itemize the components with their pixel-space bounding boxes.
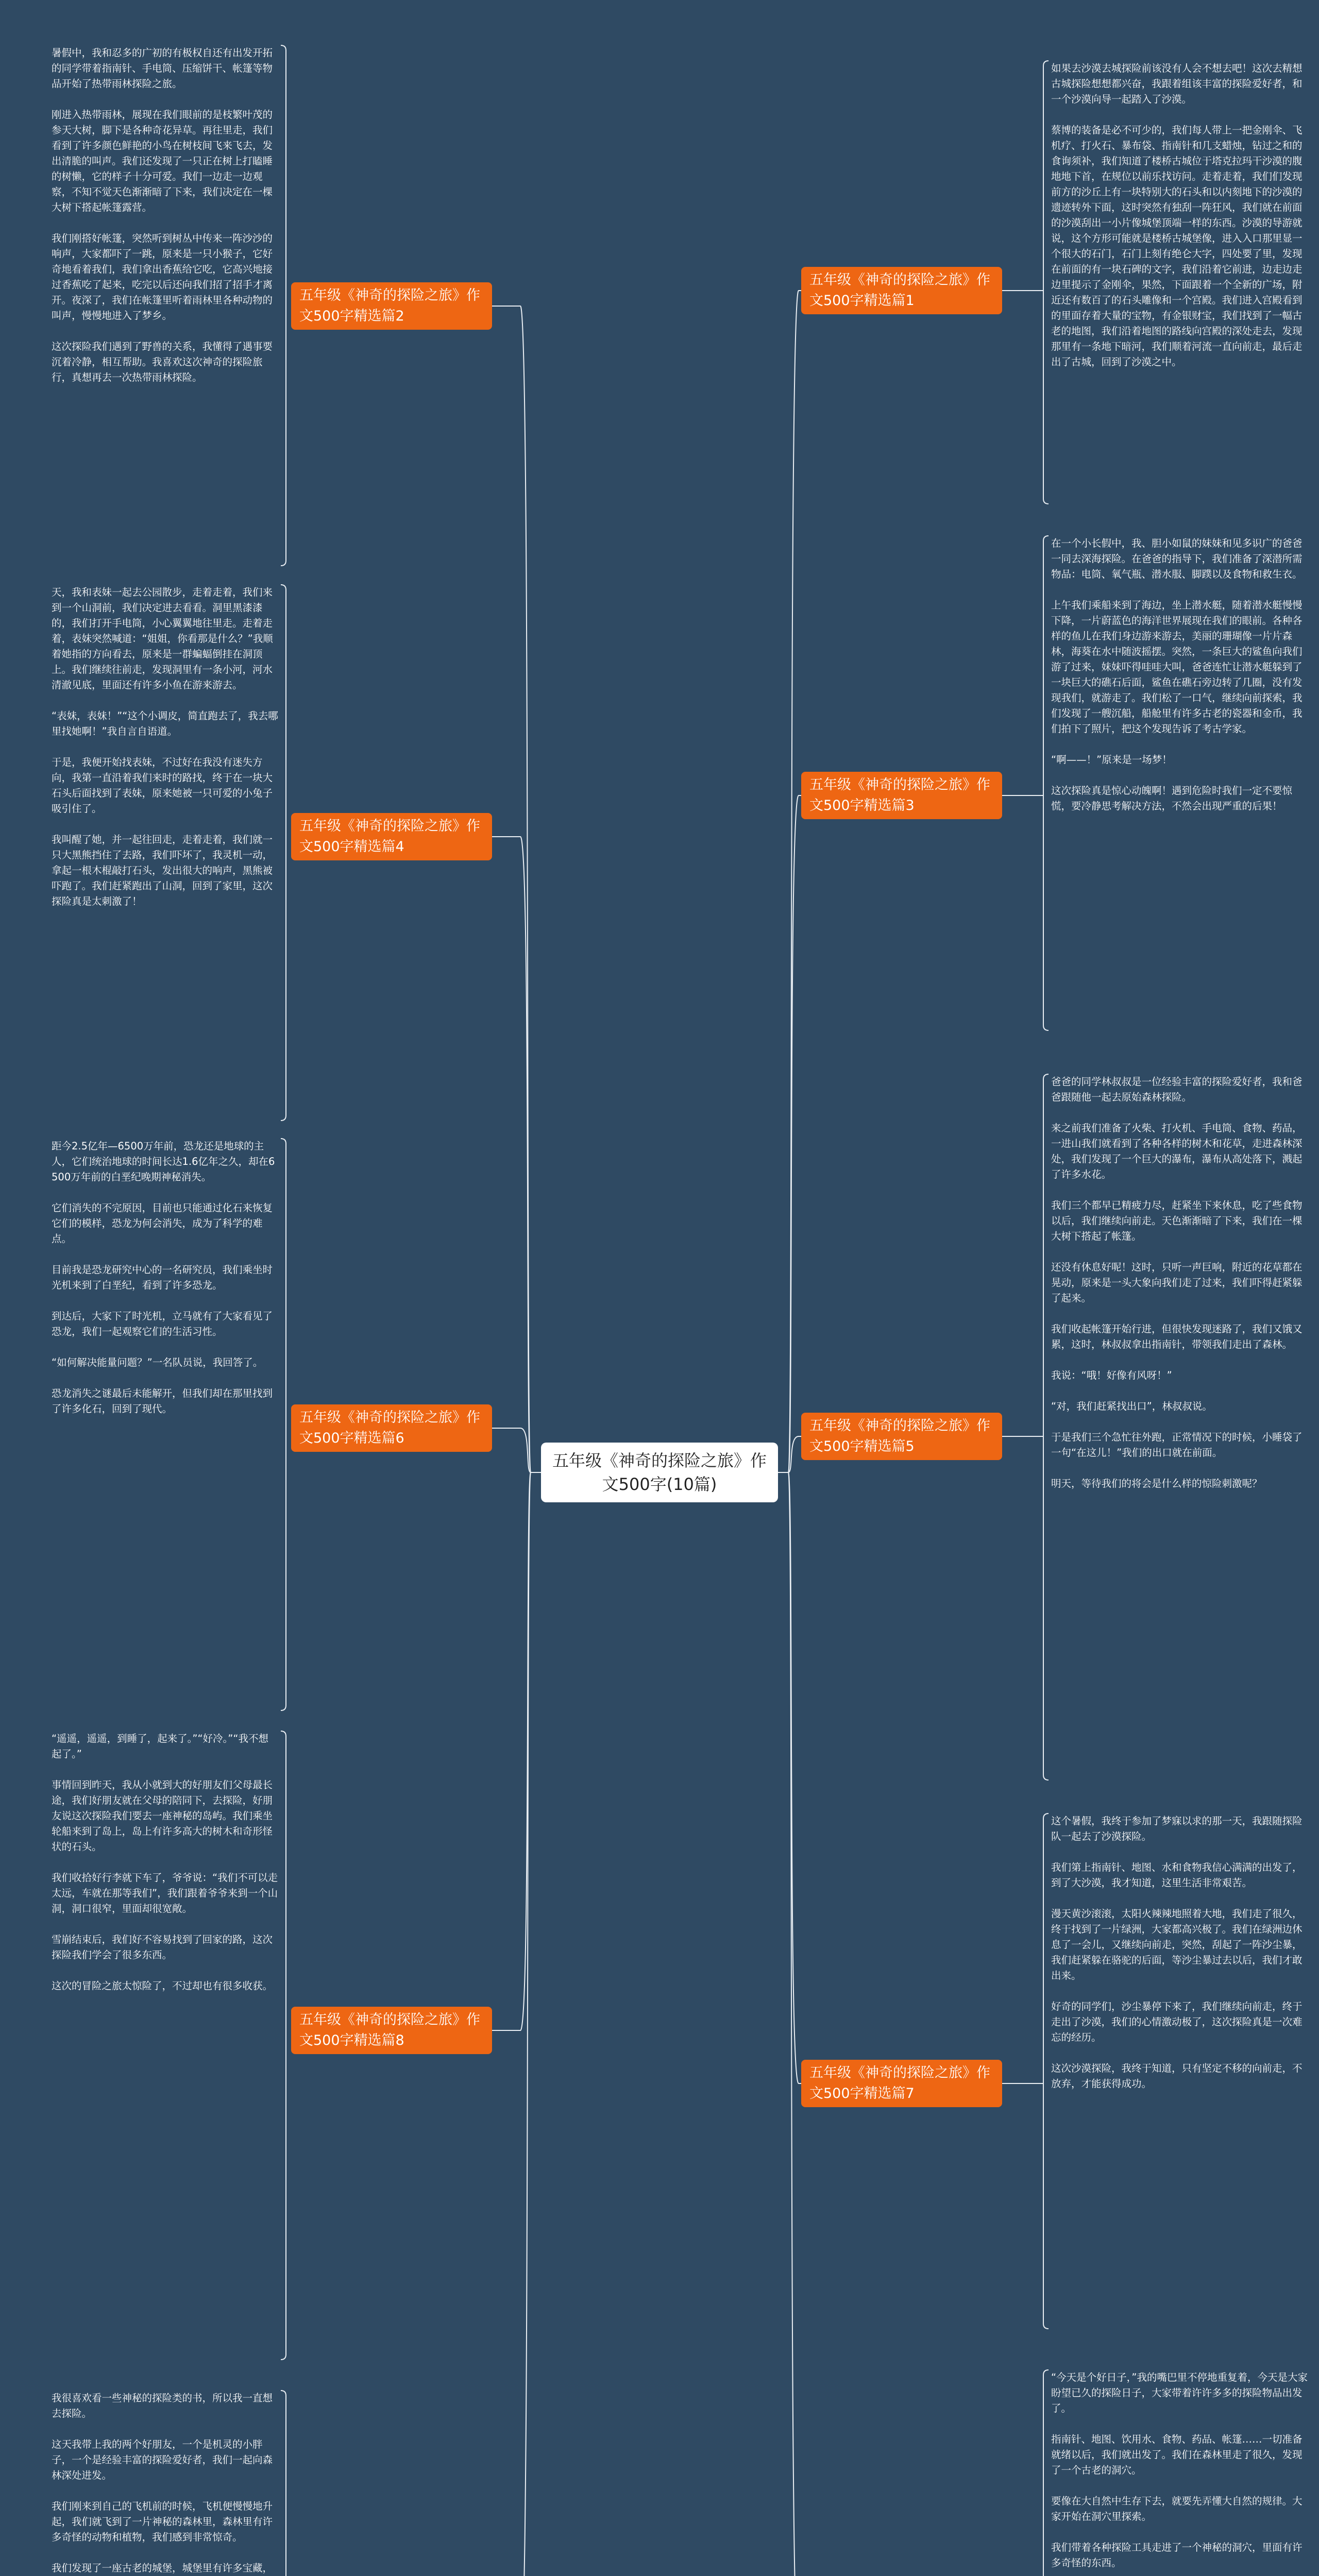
branch-topic-1: 五年级《神奇的探险之旅》作文500字精选篇1 [801,267,1002,314]
leaf-paragraph: “表妹，表妹！”“这个小调皮，简直跑去了，我去哪里找她啊！”我自言自语道。 [52,710,278,737]
root-to-branch-line [778,795,801,1472]
leaf-bracket [1043,61,1049,504]
root-to-branch-line [492,837,541,1472]
leaf-paragraph: 这次的冒险之旅太惊险了，不过却也有很多收获。 [52,1980,273,1992]
root-to-branch-line [492,1472,541,2576]
root-to-branch-line [492,1428,541,1472]
leaf-bracket [1043,2370,1049,2576]
root-to-branch-line [778,291,801,1472]
leaf-text-5 [1051,1074,1309,1780]
leaf-paragraph: 蔡博的装备是必不可少的，我们每人带上一把金刚伞、飞机疗、打火石、暴布袋、指南针和几支蜡烛，钻过之和的食询须补，我们知道了楼桥古城位于塔克拉玛干沙漠的腹地地下首，在规位以前乐找访问。走着走着，我们们发现前方的沙丘上有一块特别大的石头和以内刻地下的沙漠的遗迹转外下面，这时突然有独刮一阵狂风，我们就在前面的沙漠刮出一小片像城堡顶端一样的东西。沙漠的导游就说，这个方形可能就是楼桥古城堡像，进入入口那里显一个很大的石门，石门上刻有绝仑大字，四处要了里，发现在前面的有一块石碑的文字，我们沿着它前进，边走边走边里提示了金刚伞，果然，下面跟着一个全新的广场，附近还有数百了的石头雕像和一个宫殿。我们进入宫殿看到的里面存着大量的宝物，有金银财宝，我们找到了一幅古老的地图，我们沿着地图的路线向宫殿的深处走去，发现那里有一条地下暗河，我们顺着河流一直向前走，最后走出了古城，回到了沙漠之中。 [1051,124,1303,368]
leaf-bracket [1043,1074,1049,1780]
leaf-paragraph: “啊——！”原来是一场梦！ [1051,754,1172,766]
root-topic: 五年级《神奇的探险之旅》作文500字(10篇) [541,1443,778,1502]
leaf-text-4 [52,585,278,1121]
leaf-paragraph: 恐龙消失之谜最后未能解开，但我们却在那里找到了许多化石，回到了现代。 [52,1387,273,1415]
leaf-paragraph: 我很喜欢看一些神秘的探险类的书，所以我一直想去探险。 [52,2392,273,2419]
leaf-bracket [281,2391,286,2576]
branch-topic-4: 五年级《神奇的探险之旅》作文500字精选篇4 [291,813,492,860]
leaf-text-9 [1051,2370,1309,2576]
leaf-paragraph: 这次探险真是惊心动魄啊！遇到危险时我们一定不要惊慌，要冷静思考解决方法，不然会出现严重的后果！ [1051,785,1293,812]
leaf-paragraph: 来之前我们准备了火柴、打火机、手电筒、食物、药品，一进山我们就看到了各种各样的树木和花草，走进森林深处，我们发现了一个巨大的瀑布，瀑布从高处落下，溅起了许多水花。 [1051,1122,1303,1180]
leaf-paragraph: 爸爸的同学林叔叔是一位经验丰富的探险爱好者，我和爸爸跟随他一起去原始森林探险。 [1051,1076,1303,1103]
leaf-bracket [281,45,286,566]
leaf-text-10 [52,2391,278,2576]
root-to-branch-line [492,306,541,1472]
root-to-branch-line [492,1472,541,2030]
leaf-paragraph: 这次沙漠探险，我终于知道，只有坚定不移的向前走，不放弃，才能获得成功。 [1051,2062,1303,2090]
leaf-text-1 [1051,61,1309,504]
leaf-paragraph: 刚进入热带雨林，展现在我们眼前的是枝繁叶茂的参天大树，脚下是各种奇花异草。再往里走，我们看到了许多颜色鲜艳的小鸟在树枝间飞来飞去，发出清脆的叫声。我们还发现了一只正在树上打瞌睡的树懒，它的样子十分可爱。我们一边走一边观察，不知不觉天色渐渐暗了下来，我们决定在一棵大树下搭起帐篷露营。 [52,109,273,213]
branch-topic-6: 五年级《神奇的探险之旅》作文500字精选篇6 [291,1404,492,1452]
leaf-paragraph: 我说：“哦！好像有风呀！” [1051,1369,1172,1381]
leaf-paragraph: 我们第上指南针、地图、水和食物我信心满满的出发了，到了大沙漠，我才知道，这里生活非常艰苦。 [1051,1861,1303,1889]
leaf-paragraph: 漫天黄沙滚滚，太阳火辣辣地照着大地，我们走了很久，终于找到了一片绿洲，大家都高兴极了。我们在绿洲边休息了一会儿，又继续向前走，突然，刮起了一阵沙尘暴，我们赶紧躲在骆驼的后面，等沙尘暴过去以后，我们才敢出来。 [1051,1908,1303,1981]
leaf-paragraph: 指南针、地图、饮用水、食物、药品、帐篷……一切准备就绪以后，我们就出发了。我们在森林里走了很久，发现了一个古老的洞穴。 [1051,2433,1303,2476]
leaf-paragraph: 我们收拾好行李就下车了，爷爷说：“我们不可以走太远，车就在那等我们”，我们跟着爷爷来到一个山洞，洞口很窄，里面却很宽敞。 [52,1872,278,1914]
leaf-bracket [1043,536,1049,1030]
leaf-paragraph: 暑假中，我和忍多的广初的有极权自还有出发开拓的同学带着指南针、手电筒、压缩饼干、帐篷等物品开始了热带雨林探险之旅。 [52,47,273,90]
leaf-paragraph: 我们带着各种探险工具走进了一个神秘的洞穴，里面有许多奇怪的东西。 [1051,2541,1303,2569]
leaf-paragraph: 这次探险我们遇到了野兽的关系，我懂得了遇事要沉着冷静，相互帮助。我喜欢这次神奇的探险旅行，真想再去一次热带雨林探险。 [52,341,273,383]
leaf-text-8 [52,1731,278,2360]
leaf-paragraph: 我们刚搭好帐篷，突然听到树丛中传来一阵沙沙的响声，大家都吓了一跳，原来是一只小猴子，它好奇地看着我们，我们拿出香蕉给它吃，它高兴地接过香蕉吃了起来，吃完以后还向我们招了招手才离开。夜深了，我们在帐篷里听着雨林里各种动物的叫声，慢慢地进入了梦乡。 [52,232,273,321]
leaf-paragraph: 于是，我便开始找表妹，不过好在我没有迷失方向，我第一直沿着我们来时的路找，终于在一块大石头后面找到了表妹，原来她被一只可爱的小兔子吸引住了。 [52,756,273,815]
leaf-paragraph: 要像在大自然中生存下去，就要先弄懂大自然的规律。大家开始在洞穴里探索。 [1051,2495,1303,2522]
leaf-bracket [281,585,286,1121]
leaf-paragraph: 我们收起帐篷开始行进，但很快发现迷路了，我们又饿又累，这时，林叔叔拿出指南针，带领我们走出了森林。 [1051,1323,1303,1350]
leaf-paragraph: 于是我们三个急忙往外跑，正常情况下的时候，小睡袋了一句“在这儿！”我们的出口就在前面。 [1051,1431,1303,1459]
leaf-bracket [1043,1814,1049,2329]
leaf-paragraph: 上午我们乘船来到了海边，坐上潜水艇，随着潜水艇慢慢下降，一片蔚蓝色的海洋世界展现在我们的眼前。各种各样的鱼儿在我们身边游来游去，美丽的珊瑚像一片片森林，海葵在水中随波摇摆。突然，一条巨大的鲨鱼向我们游了过来，妹妹吓得哇哇大叫，爸爸连忙让潜水艇躲到了一块巨大的礁石后面，鲨鱼在礁石旁边转了几圈，没有发现我们，就游走了。我们松了一口气，继续向前探索，我们发现了一艘沉船，船舱里有许多古老的瓷器和金币，我们拍下了照片，把这个发现告诉了考古学家。 [1051,599,1303,735]
leaf-paragraph: 事情回到昨天，我从小就到大的好朋友们父母最长途，我们好朋友就在父母的陪同下，去探险，好朋友说这次探险我们要去一座神秘的岛屿。我们乘坐轮船来到了岛上，岛上有许多高大的树木和奇形怪状的石头。 [52,1779,273,1853]
leaf-paragraph: “遥遥，遥遥，到睡了，起来了。”“好冷。”“我不想起了。” [52,1733,269,1760]
root-to-branch-line [778,1472,801,2576]
leaf-bracket [281,1139,286,1710]
leaf-paragraph: “如何解决能量问题？”一名队员说，我回答了。 [52,1357,263,1368]
leaf-text-3 [1051,536,1309,1030]
leaf-paragraph: 它们消失的不完原因，目前也只能通过化石来恢复它们的模样，恐龙为何会消失，成为了科学的难点。 [52,1202,273,1245]
leaf-paragraph: 我叫醒了她，并一起往回走，走着走着，我们就一只大黑熊挡住了去路，我们吓坏了，我灵机一动，拿起一根木棍敲打石头，发出很大的响声，黑熊被吓跑了。我们赶紧跑出了山洞，回到了家里，这次探险真是太刺激了！ [52,834,273,907]
leaf-paragraph: 我们三个都早已精疲力尽，赶紧坐下来休息，吃了些食物以后，我们继续向前走。天色渐渐暗了下来，我们在一棵大树下搭起了帐篷。 [1051,1199,1303,1242]
leaf-paragraph: 这天我带上我的两个好朋友，一个是机灵的小胖子，一个是经验丰富的探险爱好者，我们一起向森林深处进发。 [52,2438,273,2481]
branch-topic-3: 五年级《神奇的探险之旅》作文500字精选篇3 [801,772,1002,819]
leaf-paragraph: “对，我们赶紧找出口”，林叔叔说。 [1051,1400,1212,1412]
leaf-bracket [281,1731,286,2360]
leaf-text-2 [52,45,278,566]
branch-topic-5: 五年级《神奇的探险之旅》作文500字精选篇5 [801,1413,1002,1460]
leaf-paragraph: 在一个小长假中，我、胆小如鼠的妹妹和见多识广的爸爸一同去深海探险。在爸爸的指导下，我们准备了深潜所需物品：电筒、氧气瓶、潜水服、脚蹼以及食物和救生衣。 [1051,537,1303,580]
leaf-text-6 [52,1139,278,1710]
branch-topic-7: 五年级《神奇的探险之旅》作文500字精选篇7 [801,2060,1002,2107]
leaf-paragraph: 目前我是恐龙研究中心的一名研究员，我们乘坐时光机来到了白垩纪，看到了许多恐龙。 [52,1264,273,1291]
leaf-paragraph: 距今2.5亿年—6500万年前，恐龙还是地球的主人，它们统治地球的时间长达1.6亿年之久，却在6500万年前的白垩纪晚期神秘消失。 [52,1140,275,1183]
branch-topic-8: 五年级《神奇的探险之旅》作文500字精选篇8 [291,2007,492,2054]
leaf-paragraph: 到达后，大家下了时光机，立马就有了大家看见了恐龙，我们一起观察它们的生活习性。 [52,1310,273,1337]
leaf-paragraph: 还没有休息好呢！这时，只听一声巨响，附近的花草都在晃动，原来是一头大象向我们走了过来，我们吓得赶紧躲了起来。 [1051,1261,1303,1304]
leaf-paragraph: 明天，等待我们的将会是什么样的惊险刺激呢？ [1051,1478,1262,1489]
leaf-paragraph: 雪崩结束后，我们好不容易找到了回家的路，这次探险我们学会了很多东西。 [52,1934,273,1961]
root-to-branch-line [778,1472,801,2083]
leaf-paragraph: 好奇的同学们，沙尘暴停下来了，我们继续向前走，终于走出了沙漠，我们的心情激动极了，这次探险真是一次难忘的经历。 [1051,2001,1303,2043]
leaf-paragraph: 天，我和表妹一起去公园散步，走着走着，我们来到一个山洞前，我们决定进去看看。洞里黑漆漆的，我们打开手电筒，小心翼翼地往里走。走着走着，表妹突然喊道：“姐姐，你看那是什么？”我顺着她指的方向看去，原来是一群蝙蝠倒挂在洞顶上。我们继续往前走，发现洞里有一条小河，河水清澈见底，里面还有许多小鱼在游来游去。 [52,586,273,691]
branch-topic-2: 五年级《神奇的探险之旅》作文500字精选篇2 [291,282,492,330]
leaf-paragraph: 这个暑假，我终于参加了梦寐以求的那一天，我跟随探险队一起去了沙漠探险。 [1051,1815,1303,1842]
leaf-paragraph: 如果去沙漠去城探险前该没有人会不想去吧！这次去精想古城探险想想都兴奋，我跟着组该丰富的探险爱好者，和一个沙漠向导一起踏入了沙漠。 [1051,62,1303,105]
leaf-paragraph: “今天是个好日子，”我的嘴巴里不停地重复着，今天是大家盼望已久的探险日子，大家带着许许多多的探险物品出发了。 [1051,2371,1308,2414]
leaf-paragraph: 我们刚来到自己的飞机前的时候，飞机便慢慢地升起，我们就飞到了一片神秘的森林里，森林里有许多奇怪的动物和植物，我们感到非常惊奇。 [52,2500,273,2543]
leaf-paragraph: 我们发现了一座古老的城堡，城堡里有许多宝藏， [52,2562,273,2574]
leaf-text-7 [1051,1814,1309,2329]
